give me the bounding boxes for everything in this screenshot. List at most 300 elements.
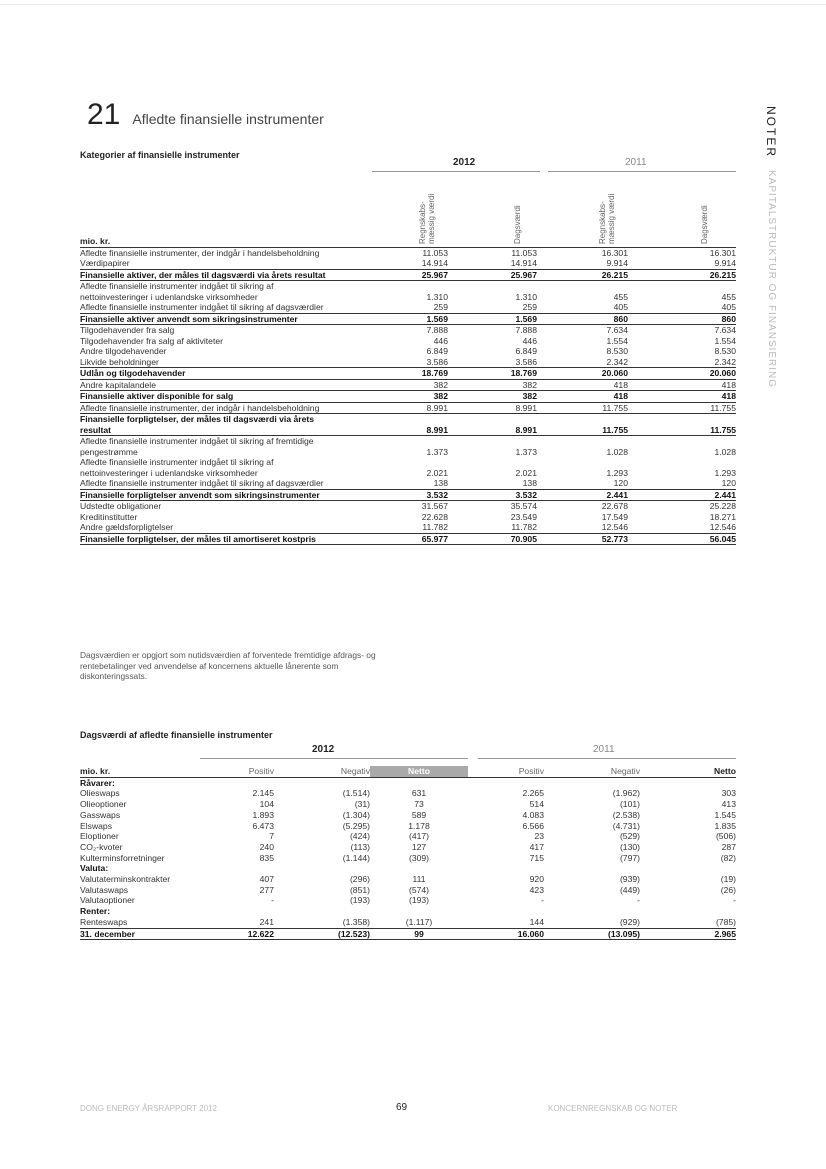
table2-cell: 920 <box>529 874 544 885</box>
table1-cell: 1.569 <box>376 313 448 325</box>
table1-cell: 860 <box>628 313 736 325</box>
table2-row-label: CO₂-kvoter <box>80 841 123 852</box>
table1-cell: 1.293 <box>714 467 736 478</box>
table2-row <box>80 799 736 810</box>
table1-row-label: Værdipapirer <box>80 258 130 268</box>
table1-row-label <box>80 281 376 303</box>
table2-cell: (296) <box>349 874 370 885</box>
table1-cell: 1.028 <box>606 446 628 457</box>
table2-unit-label: mio. kr. <box>80 766 190 777</box>
table2-cell: (1.514) <box>342 788 370 799</box>
table2-cell: (1.358) <box>342 916 370 927</box>
table1-row-label: Finansielle forpligtelser, der måles til amortiseret kostpris <box>80 533 376 545</box>
table1-cell: 1.554 <box>606 335 628 346</box>
table1-row-label-line1: Finansielle forpligtelser, der måles til dagsværdi via årets <box>80 414 315 424</box>
table2-cell: 1.893 <box>252 809 274 820</box>
table1-cell: 11.053 <box>422 247 448 258</box>
table2-row-label: Renter: <box>80 906 111 917</box>
table2-cell: 127 <box>411 841 427 852</box>
table1-cell: 7.888 <box>515 325 537 335</box>
table1-row-label: Finansielle forpligtelser anvendt som sikringsinstrumenter <box>80 489 376 501</box>
table1-cell: 418 <box>537 391 628 403</box>
table1-cell: 138 <box>433 478 448 488</box>
table2-row-label: Valutaterminskontrakter <box>80 874 171 885</box>
section-heading <box>87 98 324 132</box>
table2-cell: (1.117) <box>405 916 433 927</box>
table1-cell: 7.888 <box>426 325 448 335</box>
section-title: Afledte finansielle instrumenter <box>132 111 324 127</box>
financial-instruments-table <box>80 236 736 545</box>
table1-cell: 25.967 <box>448 269 537 281</box>
table1-row <box>80 436 736 458</box>
table1-total-row <box>80 414 736 436</box>
table2-cell <box>468 777 544 788</box>
footer-report-title: DONG ENERGY ÅRSRAPPORT 2012 <box>80 1104 217 1113</box>
table1-cell: 22.678 <box>601 501 628 511</box>
table1-cell: 11.755 <box>602 402 628 413</box>
table2-cell: 715 <box>529 852 544 863</box>
table1-cell: 6.849 <box>515 346 537 356</box>
table2-row-label: Olieoptioner <box>80 799 127 810</box>
table1-cell: 31.567 <box>421 501 448 511</box>
table1-cell: 3.532 <box>448 489 537 501</box>
table2-row <box>80 788 736 799</box>
table2-cell <box>640 777 736 788</box>
table1-row-label: Finansielle aktiver, der måles til dagsværdi via årets resultat <box>80 269 376 281</box>
table2-group-row <box>80 906 736 917</box>
table2-cell <box>640 906 736 917</box>
table1-cell: 382 <box>522 379 537 390</box>
table1-row <box>80 522 736 533</box>
table2-col-negativ-2011: Negativ <box>544 766 640 777</box>
table1-row-label <box>80 414 376 436</box>
table1-row-label: Finansielle aktiver anvendt som sikringsinstrumenter <box>80 313 376 325</box>
table2-cell <box>370 863 468 874</box>
table1-cell: 65.977 <box>376 533 448 545</box>
table1-cell: 8.991 <box>448 414 537 436</box>
table1-cell: 9.914 <box>606 258 628 268</box>
table1-cell: 7.634 <box>606 325 628 335</box>
table1-cell: 8.991 <box>426 402 448 413</box>
table1-cell: 259 <box>522 302 537 312</box>
table1-row <box>80 457 736 478</box>
table1-cell: 120 <box>613 478 628 488</box>
table2-cell: (101) <box>619 799 640 810</box>
table1-row-label: Andre kapitalandele <box>80 379 156 390</box>
table1-total-row <box>80 269 736 281</box>
table2-row-label: Gasswaps <box>80 809 121 820</box>
table2-year-2011: 2011 <box>593 744 615 755</box>
table1-cell: 11.782 <box>422 522 448 532</box>
table2-cell: (4.731) <box>612 820 640 831</box>
table1-cell: 25.228 <box>709 501 736 511</box>
table2-cell: 1.545 <box>714 809 736 820</box>
table1-row <box>80 379 736 391</box>
table1-cell: 455 <box>613 291 628 302</box>
table1-cell: 2.021 <box>426 467 448 478</box>
table1-row-label: Tilgodehavender fra salg <box>80 325 175 335</box>
table2-row-label: Elswaps <box>80 820 112 831</box>
table1-total-row <box>80 391 736 403</box>
table1-cell: 405 <box>721 302 736 312</box>
table1-row <box>80 258 736 269</box>
table2-row-label: Valutaswaps <box>80 884 129 895</box>
table1-cell: 20.060 <box>628 368 736 380</box>
table1-cell: 9.914 <box>714 258 736 268</box>
table1-row-label: Andre gældsforpligtelser <box>80 522 174 532</box>
table2-cell: 6.566 <box>522 820 544 831</box>
table2-cell: 417 <box>529 841 544 852</box>
table1-colhead-1: Regnskabs- mæssig værdi <box>418 193 436 244</box>
table1-year-2011: 2011 <box>625 157 647 168</box>
table1-row <box>80 325 736 336</box>
table2-cell: 287 <box>721 841 736 852</box>
page-number: 69 <box>396 1102 408 1113</box>
table1-cell: 259 <box>433 302 448 312</box>
table1-row <box>80 302 736 313</box>
table2-col-netto-2012: Netto <box>370 766 468 777</box>
table1-cell: 70.905 <box>448 533 537 545</box>
table1-cell: 6.849 <box>426 346 448 356</box>
table2-total-row <box>80 928 736 940</box>
table1-cell: 11.755 <box>710 402 736 413</box>
table1-cell: 22.628 <box>421 511 448 522</box>
table1-row-label: Tilgodehavender fra salg af aktiviteter <box>80 335 223 346</box>
table2-cell <box>544 863 640 874</box>
table2-cell: - <box>541 895 544 906</box>
table1-cell: 26.215 <box>537 269 628 281</box>
table2-col-positiv-2011: Positiv <box>468 766 544 777</box>
table2-cell: (13.095) <box>544 928 640 940</box>
table2-row-label: Renteswaps <box>80 916 128 927</box>
table1-row-label <box>80 436 376 458</box>
table1-cell: 18.769 <box>448 368 537 380</box>
table1-cell: 1.310 <box>426 291 448 302</box>
table1-cell: 446 <box>433 335 448 346</box>
table2-row-label: Eloptioner <box>80 831 119 842</box>
table2-cell: 23 <box>534 831 544 842</box>
table1-cell: 2.441 <box>537 489 628 501</box>
table2-cell: (424) <box>349 831 370 842</box>
table1-cell: 3.586 <box>515 356 537 367</box>
table1-cell: 1.293 <box>606 467 628 478</box>
table2-cell: (529) <box>619 831 640 842</box>
table2-cell <box>274 906 370 917</box>
table1-total-row <box>80 368 736 380</box>
table2-cell: 6.473 <box>252 820 274 831</box>
table2-cell: (113) <box>350 841 370 852</box>
table2-row <box>80 821 736 832</box>
table1-cell: 3.586 <box>426 356 448 367</box>
table2-cell: 423 <box>529 884 544 895</box>
table2-cell: 413 <box>721 799 736 810</box>
table2-cell: (193) <box>349 895 370 906</box>
table2-cell: (1.304) <box>342 809 370 820</box>
table2-cell <box>370 777 468 788</box>
table2-cell: (5.295) <box>342 820 370 831</box>
table2-row-label: 31. december <box>80 928 190 940</box>
table2-cell: 631 <box>411 788 427 799</box>
table2-cell: 2.265 <box>522 788 544 799</box>
table2-caption: Dagsværdi af afledte finansielle instrumenter <box>80 730 273 740</box>
table1-row-label: Andre tilgodehavender <box>80 346 167 356</box>
table2-cell <box>544 777 640 788</box>
table2-row <box>80 853 736 864</box>
table2-cell: (130) <box>619 841 640 852</box>
section-number: 21 <box>87 98 121 131</box>
table1-cell: 405 <box>613 302 628 312</box>
table1-cell: 2.021 <box>515 467 537 478</box>
table1-total-row <box>80 313 736 325</box>
table2-cell <box>274 863 370 874</box>
table1-total-row <box>80 533 736 545</box>
table2-row <box>80 874 736 885</box>
table1-cell: 16.301 <box>601 247 628 258</box>
table1-row-label <box>80 457 376 478</box>
table2-cell: - <box>271 895 274 906</box>
table1-row-label: Afledte finansielle instrumenter, der indgår i handelsbeholdning <box>80 402 320 413</box>
table1-row-label: Afledte finansielle instrumenter, der indgår i handelsbeholdning <box>80 247 320 258</box>
table1-row-label: Kreditinstitutter <box>80 511 138 522</box>
table1-cell: 382 <box>376 391 448 403</box>
table2-cell: 104 <box>259 799 274 810</box>
table1-row-label: Afledte finansielle instrumenter indgået til sikring af dagsværdier <box>80 302 324 312</box>
table1-cell: 8.530 <box>714 346 736 356</box>
table2-row-label: Valuta: <box>80 863 109 874</box>
table1-cell: 1.310 <box>515 291 537 302</box>
table2-row-label: Kulterminsforretninger <box>80 852 165 863</box>
table2-cell: (851) <box>349 884 370 895</box>
table1-row <box>80 336 736 347</box>
table2-cell: (939) <box>619 874 640 885</box>
table2-cell: (449) <box>619 884 640 895</box>
table2-cell: (31) <box>354 799 370 810</box>
table1-cell: 1.554 <box>714 335 736 346</box>
table2-row <box>80 842 736 853</box>
table1-row <box>80 512 736 523</box>
table2-row <box>80 810 736 821</box>
table2-cell: (506) <box>715 831 736 842</box>
table2-cell: 589 <box>411 809 427 820</box>
table2-group-row <box>80 777 736 788</box>
table2-cell: 16.060 <box>468 928 544 940</box>
table1-cell: 20.060 <box>537 368 628 380</box>
table2-cell: - <box>637 895 640 906</box>
table1-cell: 18.271 <box>709 511 736 522</box>
table1-cell: 1.373 <box>515 446 537 457</box>
table1-year-rule-b <box>548 171 736 172</box>
table2-cell <box>468 906 544 917</box>
table1-cell: 418 <box>721 379 736 390</box>
table1-unit-label: mio. kr. <box>80 236 376 247</box>
table2-group-row <box>80 863 736 874</box>
table2-year-rule-a <box>200 758 468 759</box>
fair-value-note: Dagsværdien er opgjort som nutidsværdien af forventede fremtidige afdrags- og rentebetalinger ved anvendelse af koncernens aktuelle lånerente som diskonteringssats. <box>80 650 376 681</box>
table1-row-label-line1: Afledte finansielle instrumenter indgået til sikring af fremtidige <box>80 436 314 446</box>
table2-cell <box>544 906 640 917</box>
table2-cell: 240 <box>259 841 274 852</box>
table2-row <box>80 895 736 906</box>
footer-section-title: KONCERNREGNSKAB OG NOTER <box>548 1104 678 1113</box>
table1-year-rule-a <box>372 171 540 172</box>
table2-cell: 99 <box>370 928 468 940</box>
table2-year-rule-b <box>478 758 736 759</box>
table1-colhead-2: Dagsværdi <box>513 205 522 244</box>
table1-row-label: Udstedte obligationer <box>80 501 162 511</box>
table2-col-positiv-2012: Positiv <box>190 766 274 777</box>
table1-cell: 418 <box>628 391 736 403</box>
table2-cell <box>190 863 274 874</box>
table2-cell: (2.538) <box>612 809 640 820</box>
table1-row-label-line2: resultat <box>80 424 112 435</box>
table2-cell <box>274 777 370 788</box>
table1-cell: 8.530 <box>606 346 628 356</box>
table1-cell: 3.532 <box>376 489 448 501</box>
table2-cell: 7 <box>269 831 274 842</box>
table1-caption: Kategorier af finansielle instrumenter <box>80 150 240 160</box>
table1-cell: 2.441 <box>628 489 736 501</box>
table1-cell: 17.549 <box>601 511 628 522</box>
table1-row-label: Udlån og tilgodehavender <box>80 368 376 380</box>
table2-cell: (19) <box>720 874 736 885</box>
table2-cell: 2.965 <box>640 928 736 940</box>
table1-cell: 2.342 <box>606 356 628 367</box>
table1-cell: 26.215 <box>628 269 736 281</box>
table2-row-label: Olieswaps <box>80 788 120 799</box>
table1-row-label-line1: Afledte finansielle instrumenter indgået til sikring af <box>80 281 274 291</box>
table1-header-row <box>80 236 736 247</box>
table1-cell: 11.755 <box>628 414 736 436</box>
table2-cell: (1.962) <box>612 788 640 799</box>
top-rule <box>0 4 826 5</box>
table1-cell: 35.574 <box>510 501 537 511</box>
table2-col-negativ-2012: Negativ <box>274 766 370 777</box>
table1-cell: 25.967 <box>376 269 448 281</box>
table1-row <box>80 501 736 512</box>
table1-row <box>80 478 736 489</box>
table1-cell: 7.634 <box>714 325 736 335</box>
table2-cell: (417) <box>408 831 430 842</box>
table2-row <box>80 885 736 896</box>
table1-cell: 11.053 <box>511 247 537 258</box>
table1-cell: 1.028 <box>714 446 736 457</box>
table1-cell: 382 <box>448 391 537 403</box>
table2-header-row <box>80 766 736 777</box>
table2-cell: 4.083 <box>522 809 544 820</box>
table2-cell: 1.178 <box>408 820 430 831</box>
table1-row-label-line2: pengestrømme <box>80 446 138 457</box>
table1-cell: 418 <box>613 379 628 390</box>
table1-cell: 382 <box>433 379 448 390</box>
table1-row <box>80 281 736 303</box>
side-tab-sublabel: KAPITALSTRUKTUR OG FINANSIERING <box>766 170 777 389</box>
table1-cell: 860 <box>537 313 628 325</box>
table1-cell: 16.301 <box>709 247 736 258</box>
table2-row-label: Valutaoptioner <box>80 895 135 906</box>
table1-row <box>80 357 736 368</box>
table2-cell: - <box>733 895 736 906</box>
table2-cell <box>190 906 274 917</box>
table1-row-label: Likvide beholdninger <box>80 356 159 367</box>
table2-cell: 111 <box>412 874 426 885</box>
table2-cell <box>190 777 274 788</box>
table2-cell <box>370 906 468 917</box>
table2-cell: (797) <box>619 852 640 863</box>
table2-cell: 1.835 <box>714 820 736 831</box>
table1-colhead-3: Regnskabs- mæssig værdi <box>598 193 616 244</box>
table1-cell: 1.373 <box>426 446 448 457</box>
table1-row-label: Finansielle aktiver disponible for salg <box>80 391 376 403</box>
table2-cell <box>640 863 736 874</box>
table2-cell: 303 <box>721 788 736 799</box>
table2-cell: (12.523) <box>274 928 370 940</box>
table1-cell: 8.991 <box>376 414 448 436</box>
table1-cell: 14.914 <box>421 258 448 268</box>
table2-col-netto-2011: Netto <box>640 766 736 777</box>
table1-cell: 2.342 <box>714 356 736 367</box>
table2-cell: 835 <box>259 852 274 863</box>
table1-cell: 8.991 <box>515 402 537 413</box>
table1-cell: 1.569 <box>448 313 537 325</box>
table1-cell: 23.549 <box>510 511 537 522</box>
table1-row-label-line2: nettoinvesteringer i udenlandske virksomheder <box>80 467 258 478</box>
table1-cell: 12.546 <box>601 522 628 532</box>
table2-cell: (26) <box>720 884 736 895</box>
table2-cell: (929) <box>619 916 640 927</box>
table2-cell: 73 <box>414 799 424 810</box>
table2-cell: (574) <box>408 884 430 895</box>
table1-cell: 14.914 <box>510 258 537 268</box>
table2-row-label: Råvarer: <box>80 777 115 788</box>
table2-cell: 144 <box>529 916 544 927</box>
table1-cell: 120 <box>721 478 736 488</box>
table2-cell: (1.144) <box>342 852 370 863</box>
table1-cell: 455 <box>721 291 736 302</box>
table1-cell: 18.769 <box>376 368 448 380</box>
table1-row <box>80 247 736 258</box>
derivatives-fair-value-table <box>80 766 736 940</box>
table1-cell: 446 <box>522 335 537 346</box>
table2-cell: 407 <box>259 874 274 885</box>
table1-cell: 12.546 <box>709 522 736 532</box>
table2-cell: 2.145 <box>252 788 274 799</box>
table2-cell: 514 <box>529 799 544 810</box>
table1-cell: 138 <box>522 478 537 488</box>
table1-row-label-line2: nettoinvesteringer i udenlandske virksomheder <box>80 291 258 302</box>
table1-total-row <box>80 489 736 501</box>
table1-row-label: Afledte finansielle instrumenter indgået til sikring af dagsværdier <box>80 478 324 488</box>
table2-cell: 12.622 <box>190 928 274 940</box>
table2-cell: (193) <box>408 895 430 906</box>
table2-cell: (309) <box>408 852 430 863</box>
table1-year-2012: 2012 <box>453 157 476 168</box>
table1-cell: 52.773 <box>537 533 628 545</box>
table2-row <box>80 917 736 928</box>
table1-row <box>80 346 736 357</box>
table1-row-label-line1: Afledte finansielle instrumenter indgået til sikring af <box>80 457 274 467</box>
table1-cell: 11.755 <box>537 414 628 436</box>
table2-cell: 241 <box>259 916 274 927</box>
table2-year-2012: 2012 <box>312 744 335 755</box>
table1-cell: 11.782 <box>511 522 537 532</box>
table2-cell: (82) <box>720 852 736 863</box>
table1-colhead-4: Dagsværdi <box>700 205 709 244</box>
table1-cell: 56.045 <box>628 533 736 545</box>
side-tab-label: NOTER <box>764 106 778 158</box>
table1-row <box>80 402 736 414</box>
table2-row <box>80 831 736 842</box>
table2-cell: (785) <box>715 916 736 927</box>
